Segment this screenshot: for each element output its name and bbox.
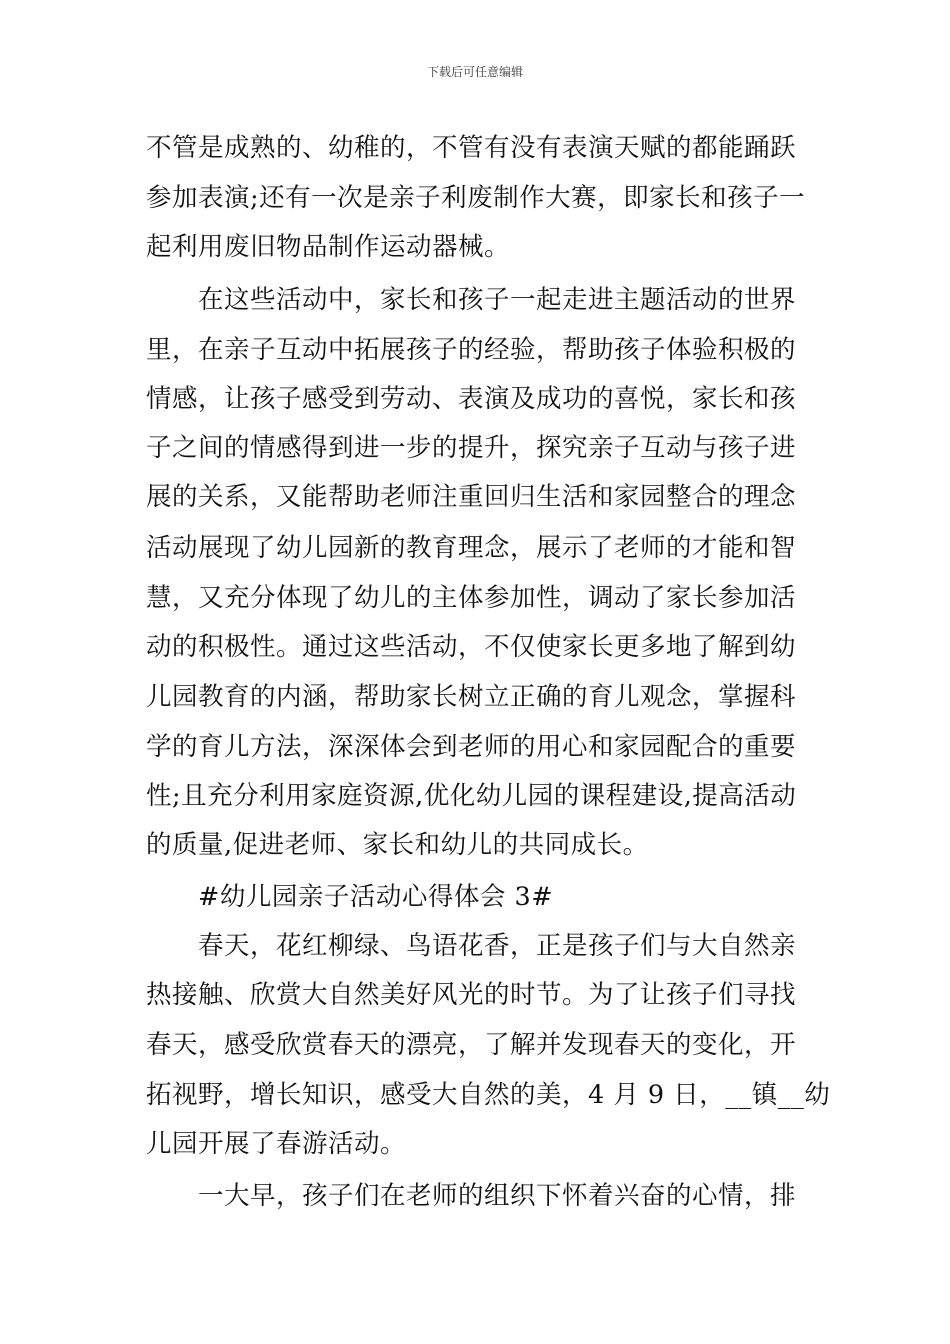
paragraph-line: 动的积极性。通过这些活动，不仅使家长更多地了解到幼 [146, 632, 797, 662]
paragraph-line: 展的关系，又能帮助老师注重回归生活和家园整合的理念 [146, 482, 797, 512]
paragraph-line: 热接触、欣赏大自然美好风光的时节。为了让孩子们寻找 [146, 980, 797, 1010]
paragraph-line: 春天，感受欣赏春天的漂亮，了解并发现春天的变化，开 [146, 1030, 797, 1060]
paragraph-line: 学的育儿方法，深深体会到老师的用心和家园配合的重要 [146, 732, 797, 762]
paragraph-line: 情感，让孩子感受到劳动、表演及成功的喜悦，家长和孩 [146, 384, 797, 414]
page-header: 下载后可任意编辑 [426, 65, 523, 79]
paragraph-line: 儿园开展了春游活动。 [146, 1129, 407, 1159]
paragraph-line: 参加表演;还有一次是亲子利废制作大赛，即家长和孩子一 [146, 183, 806, 213]
paragraph-line: 活动展现了幼儿园新的教育理念，展示了老师的才能和智 [146, 533, 797, 563]
paragraph-line: 一大早，孩子们在老师的组织下怀着兴奋的心情，排 [198, 1181, 797, 1211]
paragraph-line: 不管是成熟的、幼稚的，不管有没有表演天赋的都能踊跃 [146, 133, 797, 163]
paragraph-line: 里，在亲子互动中拓展孩子的经验，帮助孩子体验积极的 [146, 335, 797, 365]
paragraph-line: 儿园教育的内涵，帮助家长树立正确的育儿观念，掌握科 [146, 682, 797, 712]
paragraph-line: 拓视野，增长知识，感受大自然的美，4 月 9 日，__镇__幼 [146, 1080, 831, 1110]
paragraph-line: 在这些活动中，家长和孩子一起走进主题活动的世界 [198, 285, 797, 315]
section-heading: #幼儿园亲子活动心得体会 3# [198, 882, 554, 912]
paragraph-line: 的质量,促进老师、家长和幼儿的共同成长。 [146, 830, 649, 860]
paragraph-line: 子之间的情感得到进一步的提升，探究亲子互动与孩子进 [146, 433, 797, 463]
paragraph-line: 性;且充分利用家庭资源,优化幼儿园的课程建设,提高活动 [146, 781, 797, 811]
paragraph-line: 春天，花红柳绿、鸟语花香，正是孩子们与大自然亲 [198, 931, 797, 961]
paragraph-line: 起利用废旧物品制作运动器械。 [146, 232, 511, 262]
paragraph-line: 慧，又充分体现了幼儿的主体参加性，调动了家长参加活 [146, 583, 797, 613]
